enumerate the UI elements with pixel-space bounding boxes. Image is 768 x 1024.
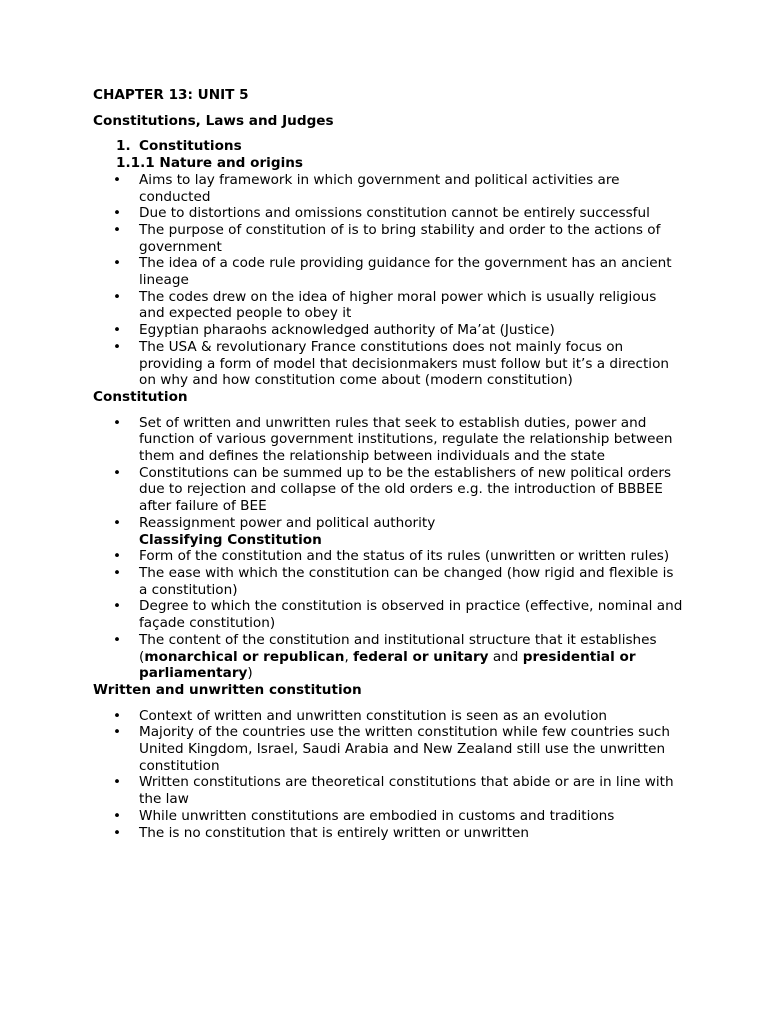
bullet-icon: • <box>113 322 122 339</box>
bullet-icon: • <box>113 564 122 581</box>
list-item-text: Egyptian pharaohs acknowledged authority of Ma’at (Justice) <box>139 322 555 339</box>
text-separator: , <box>344 648 354 665</box>
document-subtitle: Constitutions, Laws and Judges <box>93 112 334 129</box>
list-item <box>93 255 683 288</box>
list-item <box>93 825 683 842</box>
list-item-text: Form of the constitution and the status of its rules (unwritten or written rules) <box>139 548 670 565</box>
bullet-list-classifying <box>93 548 683 682</box>
text-separator: and <box>488 648 523 665</box>
list-item-text-prefix: The content of the constitution and institutional structure that it establishes ( <box>139 631 657 665</box>
bold-term-monarchical: monarchical or republican <box>144 648 345 665</box>
bold-term-federal: federal or unitary <box>353 648 489 665</box>
bullet-list-nature-origins <box>93 172 683 389</box>
list-item-text: The idea of a code rule providing guidance for the government has an ancient lineage <box>139 255 672 289</box>
list-item-text: Written constitutions are theoretical constitutions that abide or are in line with the law <box>139 774 674 808</box>
bullet-icon: • <box>113 724 122 741</box>
list-item <box>93 289 683 322</box>
bullet-icon: • <box>113 548 122 565</box>
list-item <box>93 205 683 222</box>
bullet-list-written-unwritten <box>93 708 683 842</box>
list-item <box>93 465 683 515</box>
list-item <box>93 598 683 631</box>
bullet-icon: • <box>113 464 122 481</box>
list-item-text: Reassignment power and political authority <box>139 514 436 531</box>
list-item-text: The codes drew on the idea of higher moral power which is usually religious and expected people to obey it <box>139 288 657 322</box>
list-item-text-suffix: ) <box>247 665 253 682</box>
list-item-text <box>139 632 657 681</box>
list-item-text: The ease with which the constitution can be changed (how rigid and flexible is a constitution) <box>139 564 674 598</box>
bullet-list-constitution <box>93 415 683 532</box>
bullet-icon: • <box>113 221 122 238</box>
list-item <box>93 515 683 532</box>
bullet-icon: • <box>113 255 122 272</box>
bullet-icon: • <box>113 171 122 188</box>
subsection-heading-classifying: Classifying Constitution <box>139 531 322 548</box>
list-item-text: The purpose of constitution of is to bring stability and order to the actions of government <box>139 221 661 255</box>
list-item <box>93 415 683 465</box>
list-item-text: Majority of the countries use the written constitution while few countries such United Kingdom, Israel, Saudi Arabia and New Zealand still use the unwritten constitution <box>139 724 670 774</box>
bullet-icon: • <box>113 707 122 724</box>
list-number: 1. <box>116 138 131 155</box>
list-item <box>93 724 683 774</box>
list-item-text: Context of written and unwritten constitution is seen as an evolution <box>139 707 607 724</box>
list-item <box>93 774 683 807</box>
bullet-icon: • <box>113 205 122 222</box>
list-item-text: Set of written and unwritten rules that seek to establish duties, power and function of various government institutions, regulate the relationship between them and defines the relationship between individuals and the state <box>139 414 673 465</box>
bullet-icon: • <box>113 338 122 355</box>
list-item-text: Constitutions can be summed up to be the establishers of new political orders due to rejection and collapse of the old orders e.g. the introduction of BBBEE after failure of BEE <box>139 464 672 515</box>
list-item <box>93 565 683 598</box>
list-item-text: While unwritten constitutions are embodied in customs and traditions <box>139 807 615 824</box>
list-item-text: Aims to lay framework in which government and political activities are conducted <box>139 171 620 205</box>
numbered-heading-constitutions <box>93 138 683 155</box>
bullet-icon: • <box>113 414 122 431</box>
list-item-text: Degree to which the constitution is observed in practice (effective, nominal and façade constitution) <box>139 598 683 632</box>
subsection-heading-nature-origins: 1.1.1 Nature and origins <box>116 155 303 172</box>
list-item <box>93 708 683 725</box>
list-item <box>93 808 683 825</box>
list-item <box>93 172 683 205</box>
bullet-icon: • <box>113 807 122 824</box>
list-item <box>93 339 683 389</box>
section-heading-written-unwritten: Written and unwritten constitution <box>93 681 362 698</box>
list-item-text: The is no constitution that is entirely written or unwritten <box>139 824 529 841</box>
bullet-icon: • <box>113 774 122 791</box>
list-item <box>93 222 683 255</box>
numbered-heading-label: Constitutions <box>139 138 242 155</box>
list-item <box>93 632 683 682</box>
list-item-text: Due to distortions and omissions constitution cannot be entirely successful <box>139 205 650 222</box>
bold-term-presidential: presidential or parliamentary <box>139 648 636 682</box>
bullet-icon: • <box>113 598 122 615</box>
list-item <box>93 548 683 565</box>
list-item <box>93 322 683 339</box>
bullet-icon: • <box>113 631 122 648</box>
document-content <box>93 87 683 841</box>
bullet-icon: • <box>113 514 122 531</box>
chapter-title: CHAPTER 13: UNIT 5 <box>93 87 249 103</box>
bullet-icon: • <box>113 824 122 841</box>
list-item-text: The USA & revolutionary France constitutions does not mainly focus on providing a form of model that decisionmakers must follow but it’s a direction on why and how constitution come about (modern constitution) <box>139 338 669 389</box>
bullet-icon: • <box>113 288 122 305</box>
section-heading-constitution: Constitution <box>93 388 188 405</box>
